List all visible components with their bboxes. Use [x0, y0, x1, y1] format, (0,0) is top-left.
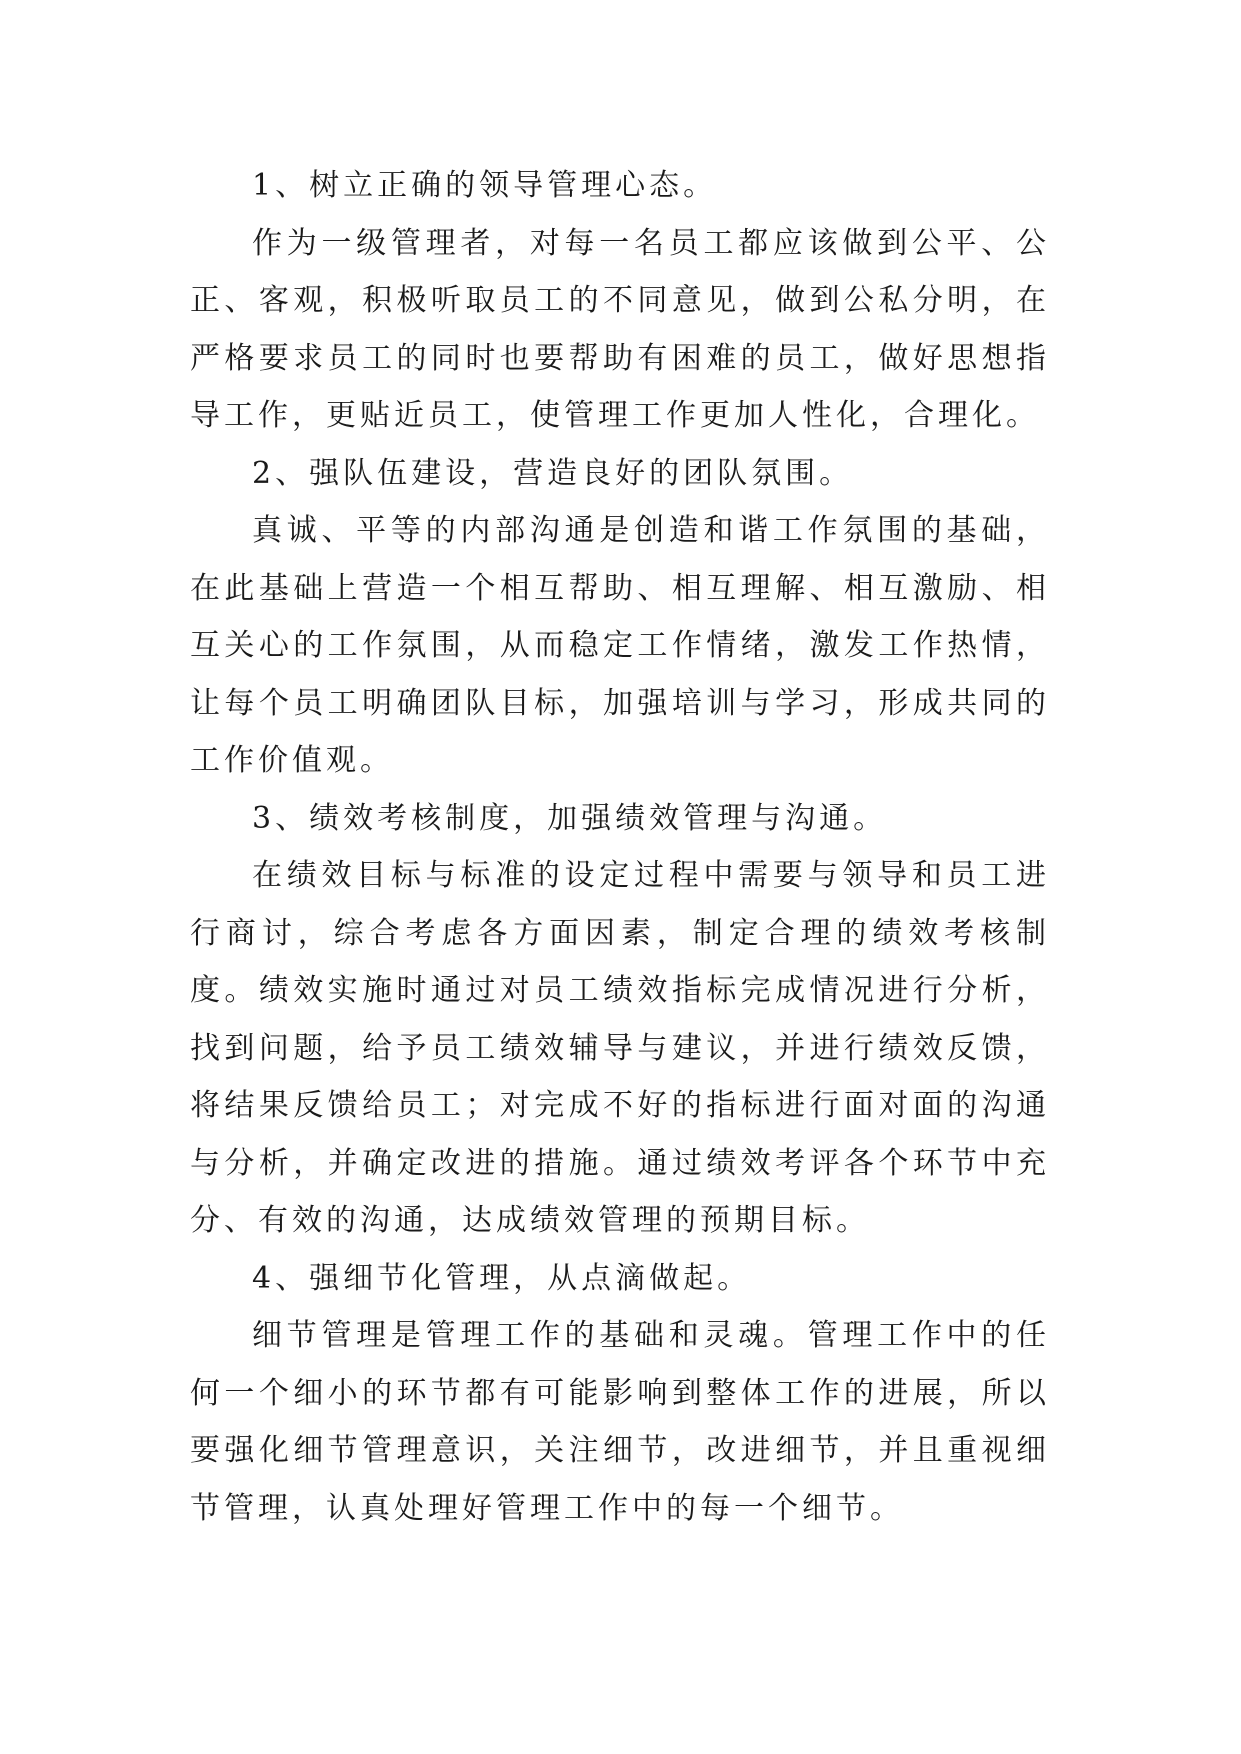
section-heading-3: 3、绩效考核制度，加强绩效管理与沟通。	[252, 800, 888, 836]
section-heading-1: 1、树立正确的领导管理心态。	[252, 168, 718, 203]
section-heading-4: 4、强细节化管理，从点滴做起。	[252, 1260, 752, 1296]
section-heading-2: 2、强队伍建设，营造良好的团队氛围。	[252, 455, 854, 491]
document-body	[190, 157, 1050, 1537]
body-paragraph-4: 细节管理是管理工作的基础和灵魂。管理工作中的任何一个细小的环节都有可能影响到整体工作的进展，所以要强化细节管理意识，关注细节，改进细节，并且重视细节管理，认真处理好管理工作中的每一个细节。	[190, 1318, 1050, 1526]
body-paragraph-3: 在绩效目标与标准的设定过程中需要与领导和员工进行商讨，综合考虑各方面因素，制定合理的绩效考核制度。绩效实施时通过对员工绩效指标完成情况进行分析，找到问题，给予员工绩效辅导与建议，并进行绩效反馈，将结果反馈给员工；对完成不好的指标进行面对面的沟通与分析，并确定改进的措施。通过绩效考评各个环节中充分、有效的沟通，达成绩效管理的预期目标。	[190, 858, 1050, 1238]
body-paragraph-2: 真诚、平等的内部沟通是创造和谐工作氛围的基础，在此基础上营造一个相互帮助、相互理解、相互激励、相互关心的工作氛围，从而稳定工作情绪，激发工作热情，让每个员工明确团队目标，加强培训与学习，形成共同的工作价值观。	[190, 513, 1050, 778]
body-paragraph-1: 作为一级管理者，对每一名员工都应该做到公平、公正、客观，积极听取员工的不同意见，做到公私分明，在严格要求员工的同时也要帮助有困难的员工，做好思想指导工作，更贴近员工，使管理工作更加人性化，合理化。	[190, 225, 1050, 433]
